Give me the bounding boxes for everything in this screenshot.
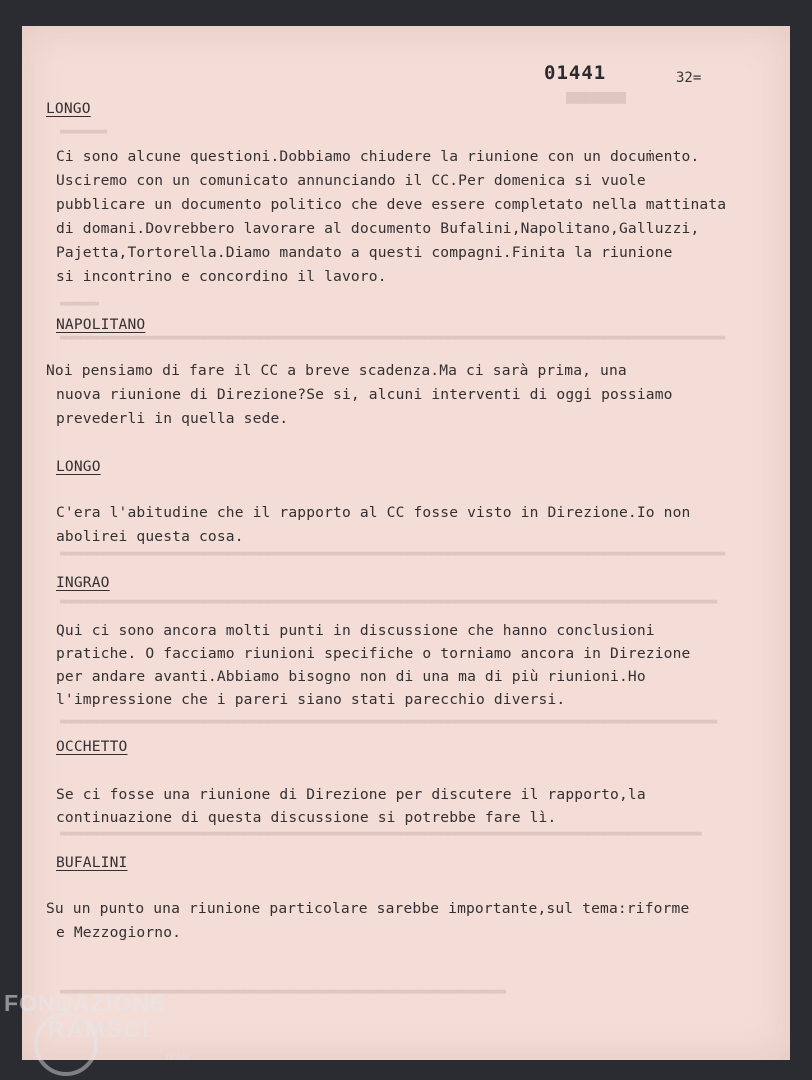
watermark-small: onlus	[166, 1052, 190, 1063]
text-line: C'era l'abitudine che il rapporto al CC fosse visto in Direzione.Io non	[56, 504, 691, 521]
text-line: Noi pensiamo di fare il CC a breve scadenza.Ma ci sarà prima, una	[46, 362, 627, 379]
text-line: Se ci fosse una riunione di Direzione per discutere il rapporto,la	[56, 786, 646, 803]
text-line: Qui ci sono ancora molti punti in discussione che hanno conclusioni	[56, 622, 655, 639]
page-number: 32=	[676, 70, 702, 86]
text-line: Usciremo con un comunicato annunciando il CC.Per domenica si vuole	[56, 172, 646, 189]
text-line: l'impressione che i pareri siano stati parecchio diversi.	[56, 691, 566, 708]
text-line: abolirei questa cosa.	[56, 528, 244, 545]
text-line: Pajetta,Tortorella.Diamo mandato a questi compagni.Finita la riunione	[56, 244, 673, 261]
watermark-line2: RAMSCI	[48, 1016, 151, 1042]
speaker-heading: OCCHETTO	[56, 738, 128, 755]
speaker-heading: LONGO	[46, 100, 91, 117]
speaker-heading: NAPOLITANO	[56, 316, 146, 333]
text-line: e Mezzogiorno.	[56, 924, 182, 941]
speaker-heading: LONGO	[56, 458, 101, 475]
text-line: di domani.Dovrebbero lavorare al documento Bufalini,Napolitano,Galluzzi,	[56, 220, 700, 237]
text-line: si incontrino e concordino il lavoro.	[56, 268, 387, 285]
text-line: Ci sono alcune questioni.Dobbiamo chiudere la riunione con un docuṁento.	[56, 148, 700, 165]
text-line: prevederli in quella sede.	[56, 410, 289, 427]
text-line: continuazione di questa discussione si potrebbe fare lì.	[56, 809, 557, 826]
archive-number: 01441	[544, 62, 607, 84]
speaker-heading: BUFALINI	[56, 854, 128, 871]
speaker-heading: INGRAO	[56, 574, 110, 591]
text-line: nuova riunione di Direzione?Se si, alcuni interventi di oggi possiamo	[56, 386, 673, 403]
text-line: pubblicare un documento politico che deve essere completato nella mattinata	[56, 196, 727, 213]
text-line: pratiche. O facciamo riunioni specifiche o torniamo ancora in Direzione	[56, 645, 691, 662]
watermark-line1: FONDAZIONE	[4, 990, 167, 1016]
fondazione-gramsci-watermark	[4, 990, 214, 1080]
text-line: Su un punto una riunione particolare sarebbe importante,sul tema:riforme	[46, 900, 690, 917]
text-line: per andare avanti.Abbiamo bisogno non di una ma di più riunioni.Ho	[56, 668, 646, 685]
